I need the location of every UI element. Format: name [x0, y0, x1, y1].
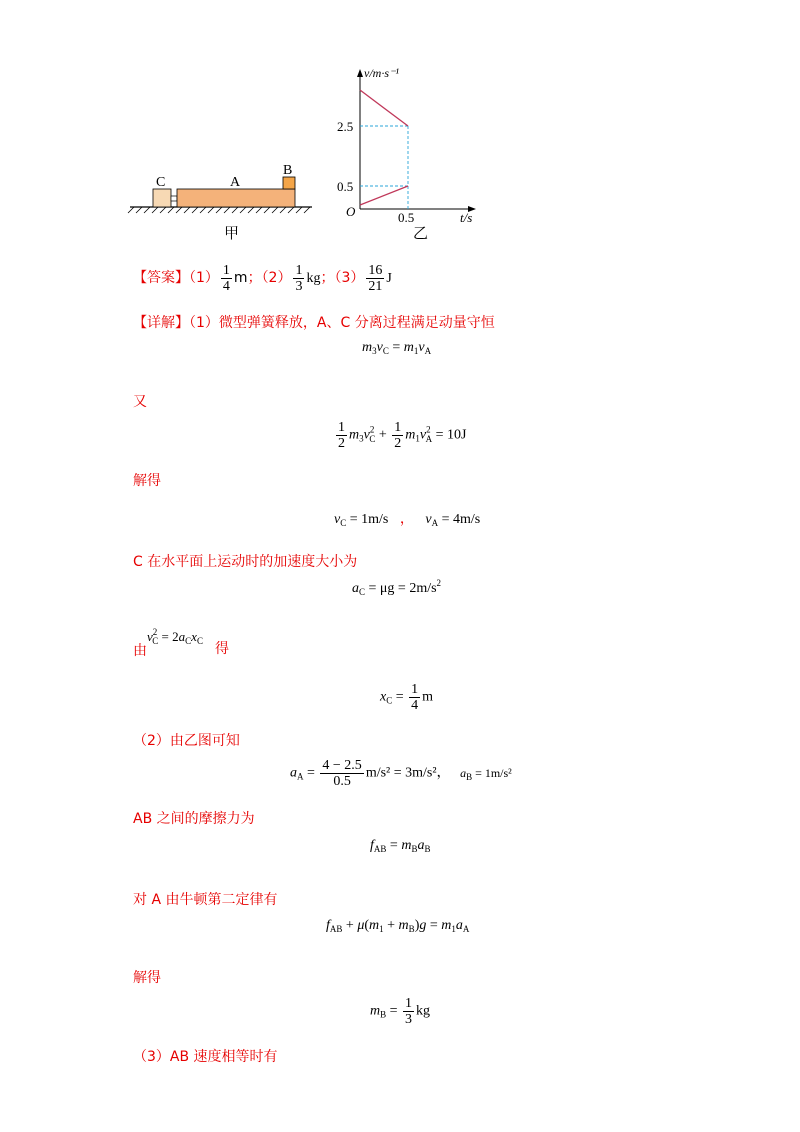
block-c	[153, 189, 171, 207]
detail-step-2: （2）由乙图可知	[133, 733, 240, 749]
label-c: C	[156, 175, 166, 190]
answer-part-3: （3）	[334, 270, 365, 286]
answer-1-fraction: $\frac{1}{4}$	[222, 262, 230, 294]
aa-denominator: 0.5	[333, 774, 351, 789]
detail-line-1	[133, 312, 495, 332]
origin-label: O	[346, 204, 356, 219]
line-b-velocity	[360, 186, 408, 205]
answer-part-2: （2）	[261, 270, 292, 286]
eq-energy: $\frac{1}{2}$ $m_3v^2_C$ + $\frac{1}{2}$ $m_1v^2_A = 10J$	[338, 420, 467, 451]
eq-fab: $f_{AB} = m_Ba_B$	[370, 838, 431, 854]
detail-step-1: （1）微型弹簧释放，A、C 分离过程满足动量守恒	[189, 315, 495, 331]
tick-y-2-5: 2.5	[337, 119, 354, 134]
text-ab-friction: AB 之间的摩擦力为	[133, 811, 255, 827]
detail-tag: 【详解】	[133, 315, 189, 331]
text-you-formula	[133, 627, 229, 659]
caption-yi: 乙	[413, 226, 429, 242]
answer-tag: 【答案】	[133, 270, 189, 286]
answer-sep-2: ；	[320, 270, 335, 286]
block-b	[283, 177, 295, 189]
text-jiede-1: 解得	[133, 473, 161, 489]
tick-x-0-5: 0.5	[398, 210, 415, 225]
text-c-acceleration: C 在水平面上运动时的加速度大小为	[133, 554, 358, 570]
ground-hatch	[128, 207, 310, 213]
line-a-velocity	[360, 90, 408, 126]
text-you-prefix: 由	[133, 643, 147, 659]
aa-rhs: m/s² = 3m/s²，	[365, 765, 451, 781]
answer-sep-1: ；	[247, 270, 262, 286]
eq-newton: $f_{AB} + \mu(m_1 + m_B)g = m_1a_A$	[326, 918, 470, 934]
answer-1-unit: m	[233, 270, 248, 286]
xc-unit: m	[422, 689, 434, 705]
answer-3-fraction: $\frac{16}{21}$	[368, 262, 383, 294]
eq-xc: $x_C$ = $\frac{1}{4}$ m	[380, 682, 434, 713]
text-de: 得	[214, 641, 229, 657]
ac-rhs: = μg = 2m/s	[368, 581, 437, 596]
detail-step-3: （3）AB 速度相等时有	[133, 1049, 278, 1065]
aa-numerator: 4 − 2.5	[322, 758, 362, 773]
label-b: B	[283, 163, 293, 178]
eq-momentum: $m_3v_C = m_1v_A$	[362, 340, 432, 356]
answer-2-unit: kg	[306, 271, 321, 286]
figure-jia	[120, 160, 320, 242]
label-a: A	[230, 175, 241, 190]
y-axis-label: v/m·s⁻¹	[364, 66, 399, 80]
eq-velocities: $v_C = 1m/s$ ， $v_A = 4m/s$	[334, 511, 481, 528]
eq-aa-ab: $a_A$ = $\frac{4 - 2.5}{0.5}$ m/s² = 3m/s²， $a_B = 1m/s^2$	[290, 758, 512, 789]
answer-part-1: （1）	[189, 270, 219, 286]
va-result: = 4m/s	[441, 512, 481, 527]
answer-2-fraction: $\frac{1}{3}$	[295, 262, 303, 294]
eq-ac: $a_C = \mu g = 2m/s^2$	[352, 578, 442, 597]
caption-jia: 甲	[224, 226, 240, 242]
ab-rhs: = 1m/s²	[475, 765, 512, 780]
answer-3-unit: J	[386, 271, 392, 286]
spring	[171, 196, 177, 201]
figure-yi-vt-graph	[330, 66, 490, 242]
text-you: 又	[133, 394, 147, 410]
board-a	[177, 189, 295, 207]
dashed-guides	[360, 126, 408, 209]
x-axis-label: t/s	[460, 210, 473, 225]
mb-unit: kg	[416, 1003, 431, 1019]
inline-formula-vc2: $v^2_C = 2a_Cx_C$	[147, 627, 203, 646]
eq-mb: $m_B$ = $\frac{1}{3}$ kg	[370, 996, 431, 1027]
energy-rhs: = 10J	[435, 427, 467, 443]
text-newton: 对 A 由牛顿第二定律有	[133, 892, 278, 908]
answer-line	[133, 258, 392, 299]
vc-result: = 1m/s	[349, 512, 389, 527]
tick-y-0-5: 0.5	[337, 179, 354, 194]
velocities-comma: ，	[399, 511, 414, 527]
text-jiede-2: 解得	[133, 970, 161, 986]
y-axis-arrow	[357, 69, 363, 77]
